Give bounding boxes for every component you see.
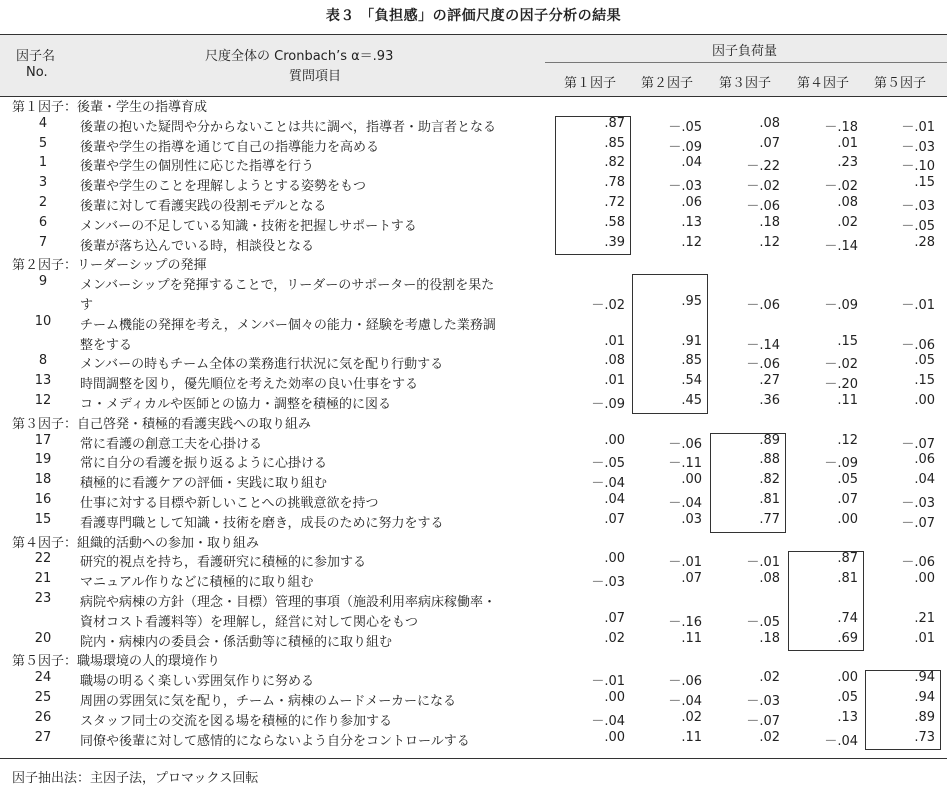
loading-value: .04 [914, 472, 935, 488]
header-factor-5: 第５因子 [874, 76, 927, 91]
table-note: 因子抽出法：主因子法，プロマックス回転 [12, 771, 259, 786]
loading-value: .54 [681, 373, 702, 389]
loading-value: －.04 [824, 733, 858, 749]
loading-value: －.04 [668, 694, 702, 709]
loading-value: －.09 [591, 397, 625, 412]
loading-value: .00 [681, 472, 702, 488]
loading-value: .95 [681, 294, 702, 309]
loading-value: －.04 [668, 496, 702, 511]
item-number: 20 [34, 630, 52, 646]
loading-value: －.03 [668, 179, 702, 195]
loading-value: .02 [759, 670, 780, 686]
loading-value: .08 [837, 195, 858, 210]
item-text: 職場の明るく楽しい雰囲気作りに努める [80, 674, 315, 690]
item-text: 整をする [80, 337, 133, 353]
loading-value: .77 [759, 511, 780, 527]
loading-value: .13 [837, 709, 858, 725]
header-loadings: 因子負荷量 [712, 44, 778, 59]
item-number: 21 [34, 571, 52, 587]
item-text: マニュアル作りなどに積極的に取り組む [80, 575, 314, 591]
item-text: 病院や病棟の方針（理念・目標）管理的事項（施設利用率病床稼働率・ [80, 595, 497, 610]
loading-value: .11 [681, 729, 702, 745]
loading-value: .23 [837, 155, 858, 171]
loading-value: .89 [914, 709, 935, 725]
loading-value: .58 [604, 214, 625, 230]
loading-value: .05 [914, 353, 935, 369]
loading-value: －.09 [824, 298, 858, 313]
item-number: 9 [38, 274, 48, 290]
header-factor-2: 第２因子 [641, 76, 694, 91]
item-text: 常に自分の看護を振り返るように心掛ける [80, 456, 328, 472]
loading-value: －.02 [824, 357, 858, 373]
loading-value: .06 [914, 452, 935, 468]
loading-value: .02 [681, 709, 702, 725]
loading-value: .07 [759, 135, 780, 151]
table-title: 表３ 「負担感」の評価尺度の因子分析の結果 [325, 8, 622, 24]
loading-value: .00 [604, 690, 625, 705]
item-text: 積極的に看護ケアの評価・実践に取り組む [80, 476, 328, 492]
loading-value: －.06 [668, 674, 702, 690]
item-number: 7 [38, 234, 48, 250]
item-text: コ・メディカルや医師との協力・調整を積極的に図る [80, 397, 391, 412]
header-factor-name: 因子名 [16, 49, 56, 64]
loading-value: .07 [604, 511, 625, 527]
loading-value: .02 [759, 729, 780, 745]
loading-value: .01 [604, 373, 625, 389]
loading-value: －.05 [591, 456, 625, 472]
item-text: 同僚や後輩に対して感情的にならないよう自分をコントロールする [80, 733, 470, 749]
item-text: 後輩の抱いた疑問や分からないことは共に調べ，指導者・助言者となる [80, 119, 497, 135]
loading-value: －.09 [668, 139, 702, 155]
loading-value: .69 [837, 630, 858, 646]
loading-value: .94 [914, 670, 935, 686]
loading-value: .27 [759, 373, 780, 389]
loading-value: .08 [759, 571, 780, 587]
loading-value: －.02 [824, 179, 858, 195]
item-text: メンバーの時もチーム全体の業務進行状況に気を配り行動する [80, 357, 444, 373]
loading-value: .82 [759, 472, 780, 488]
loading-value: .07 [837, 492, 858, 507]
loading-value: .74 [837, 610, 858, 626]
item-number: 24 [34, 670, 52, 686]
loading-value: －.03 [901, 139, 935, 155]
table-header [0, 34, 947, 96]
loading-value: .02 [837, 214, 858, 230]
item-number: 23 [34, 591, 52, 606]
loading-value: －.01 [901, 298, 935, 313]
loading-value: －.07 [746, 713, 780, 729]
loading-value: －.04 [591, 476, 625, 492]
loading-value: －.14 [824, 238, 858, 254]
item-text: 後輩や学生のことを理解しようとする姿勢をもつ [80, 179, 367, 195]
loading-value: －.18 [824, 119, 858, 135]
loading-value: .81 [837, 571, 858, 587]
loading-value: .88 [759, 452, 780, 468]
loading-value: －.05 [901, 218, 935, 234]
item-text: 時間調整を図り，優先順位を考えた効率の良い仕事をする [80, 377, 419, 393]
item-number: 16 [34, 492, 52, 507]
factor-name: 第２因子：リーダーシップの発揮 [12, 258, 207, 274]
item-text: 後輩や学生の指導を通じて自己の指導能力を高める [80, 139, 380, 155]
item-number: 1 [38, 155, 48, 171]
loading-value: .45 [681, 393, 702, 408]
loading-value: .04 [681, 155, 702, 171]
loading-value: .82 [604, 155, 625, 171]
loading-value: .13 [681, 214, 702, 230]
loading-value: .81 [759, 492, 780, 507]
factor-name: 第１因子：後輩・学生の指導育成 [12, 100, 208, 115]
table-bottom-rule [0, 758, 947, 759]
item-text: 後輩や学生の個別性に応じた指導を行う [80, 159, 315, 175]
loading-value: .06 [681, 195, 702, 210]
factor-loading-box [788, 551, 864, 651]
item-number: 12 [34, 393, 52, 408]
loading-value: －.02 [591, 298, 625, 313]
loading-value: －.16 [668, 614, 702, 630]
item-text: 看護専門職として知識・技術を磨き，成長のために努力をする [80, 515, 444, 531]
loading-value: －.04 [591, 713, 625, 729]
item-number: 27 [34, 729, 52, 745]
item-text: 後輩が落ち込んでいる時，相談役となる [80, 238, 315, 254]
loading-value: .11 [837, 393, 858, 408]
loading-value: －.03 [746, 694, 780, 709]
loading-value: .15 [914, 175, 935, 191]
loading-value: .08 [604, 353, 625, 369]
item-text: チーム機能の発揮を考え，メンバー個々の能力・経験を考慮した業務調 [80, 317, 496, 333]
item-number: 6 [38, 214, 48, 230]
loading-value: －.06 [746, 298, 780, 313]
factor-loading-box [865, 670, 941, 750]
loading-value: .39 [604, 234, 625, 250]
loading-value: .89 [759, 432, 780, 448]
loading-value: .03 [681, 511, 702, 527]
item-number: 5 [38, 135, 48, 151]
factor-name: 第３因子：自己啓発・積極的看護実践への取り組み [12, 416, 312, 432]
loading-value: －.09 [824, 456, 858, 472]
loading-value: －.01 [668, 555, 702, 571]
factor-loading-box [710, 433, 786, 533]
item-number: 22 [34, 551, 52, 567]
factor-name: 第５因子：職場環境の人的環境作り [12, 654, 221, 670]
item-number: 2 [38, 195, 48, 210]
header-scale-alpha: 尺度全体の Cronbach’s α＝.93 [205, 49, 394, 64]
item-number: 13 [34, 373, 52, 389]
loading-value: .00 [914, 571, 935, 587]
loading-value: －.06 [746, 357, 780, 373]
item-text: 常に看護の創意工夫を心掛ける [80, 436, 263, 452]
loading-value: .94 [914, 690, 935, 705]
loading-value: .15 [837, 333, 858, 349]
loading-value: －.01 [591, 674, 625, 690]
item-number: 15 [34, 511, 52, 527]
item-number: 26 [34, 709, 52, 725]
loading-value: －.10 [901, 159, 935, 175]
item-text: メンバーシップを発揮することで，リーダーのサポーター的役割を果た [80, 278, 495, 294]
header-sub-rule [545, 62, 947, 63]
loading-value: .72 [604, 195, 625, 210]
loading-value: .12 [837, 432, 858, 448]
loading-value: －.03 [901, 199, 935, 214]
loading-value: .87 [837, 551, 858, 567]
loading-value: －.05 [668, 119, 702, 135]
loading-value: .78 [604, 175, 625, 191]
item-text: 院内・病棟内の委員会・係活動等に積極的に取り組む [80, 634, 393, 650]
item-text: す [80, 298, 94, 313]
loading-value: －.03 [901, 496, 935, 511]
loading-value: .00 [604, 551, 625, 567]
item-text: 研究的視点を持ち，看護研究に積極的に参加する [80, 555, 367, 571]
header-question-items: 質問項目 [289, 69, 342, 84]
factor-loading-box [555, 116, 631, 256]
item-number: 8 [38, 353, 48, 369]
loading-value: .18 [759, 630, 780, 646]
loading-value: .87 [604, 115, 625, 131]
item-text: 周囲の雰囲気に気を配り，チーム・病棟のムードメーカーになる [80, 694, 456, 709]
item-number: 17 [34, 432, 52, 448]
item-text: 後輩に対して看護実践の役割モデルとなる [80, 199, 327, 214]
loading-value: －.07 [901, 515, 935, 531]
item-text: メンバーの不足している知識・技術を把握しサポートする [80, 218, 417, 234]
loading-value: －.06 [901, 555, 935, 571]
header-factor-3: 第３因子 [719, 76, 772, 91]
loading-value: .11 [681, 630, 702, 646]
loading-value: .12 [759, 234, 780, 250]
loading-value: .85 [604, 135, 625, 151]
loading-value: .00 [837, 670, 858, 686]
loading-value: －.11 [668, 456, 702, 472]
loading-value: .01 [914, 630, 935, 646]
loading-value: .21 [914, 610, 935, 626]
loading-value: .07 [681, 571, 702, 587]
loading-value: .00 [837, 511, 858, 527]
table-top-rule [0, 34, 947, 35]
factor-name: 第４因子：組織的活動への参加・取り組み [12, 535, 260, 551]
header-factor-1: 第１因子 [564, 76, 617, 91]
loading-value: .05 [837, 690, 858, 705]
item-number: 19 [34, 452, 52, 468]
loading-value: －.01 [746, 555, 780, 571]
loading-value: －.01 [901, 119, 935, 135]
loading-value: －.06 [668, 436, 702, 452]
loading-value: －.05 [746, 614, 780, 630]
loading-value: .18 [759, 214, 780, 230]
loading-value: －.20 [824, 377, 858, 393]
loading-value: .04 [604, 492, 625, 507]
loading-value: .15 [914, 373, 935, 389]
loading-value: －.06 [746, 199, 780, 214]
loading-value: .00 [604, 729, 625, 745]
loading-value: .85 [681, 353, 702, 369]
loading-value: .36 [759, 393, 780, 408]
item-text: スタッフ同士の交流を図る場を積極的に作り参加する [80, 713, 393, 729]
factor-loading-box [632, 274, 708, 414]
loading-value: －.22 [746, 159, 780, 175]
loading-value: .01 [604, 333, 625, 349]
loading-value: .07 [604, 610, 625, 626]
loading-value: .28 [914, 234, 935, 250]
item-number: 25 [34, 690, 52, 705]
item-number: 18 [34, 472, 52, 488]
loading-value: －.06 [901, 337, 935, 353]
item-text: 資材コスト看護料等）を理解し，経営に対して関心をもつ [80, 614, 419, 630]
loading-value: .00 [914, 393, 935, 408]
item-number: 4 [38, 115, 48, 131]
item-text: 仕事に対する目標や新しいことへの挑戦意欲を持つ [80, 496, 379, 511]
item-number: 10 [34, 313, 52, 329]
loading-value: －.03 [591, 575, 625, 591]
loading-value: －.02 [746, 179, 780, 195]
loading-value: .05 [837, 472, 858, 488]
loading-value: －.07 [901, 436, 935, 452]
header-factor-4: 第４因子 [797, 76, 850, 91]
loading-value: .73 [914, 729, 935, 745]
loading-value: .01 [837, 135, 858, 151]
loading-value: .02 [604, 630, 625, 646]
header-no: No. [26, 65, 48, 80]
loading-value: .12 [681, 234, 702, 250]
loading-value: .08 [759, 115, 780, 131]
loading-value: －.14 [746, 337, 780, 353]
loading-value: .91 [681, 333, 702, 349]
loading-value: .00 [604, 432, 625, 448]
item-number: 3 [38, 175, 48, 191]
